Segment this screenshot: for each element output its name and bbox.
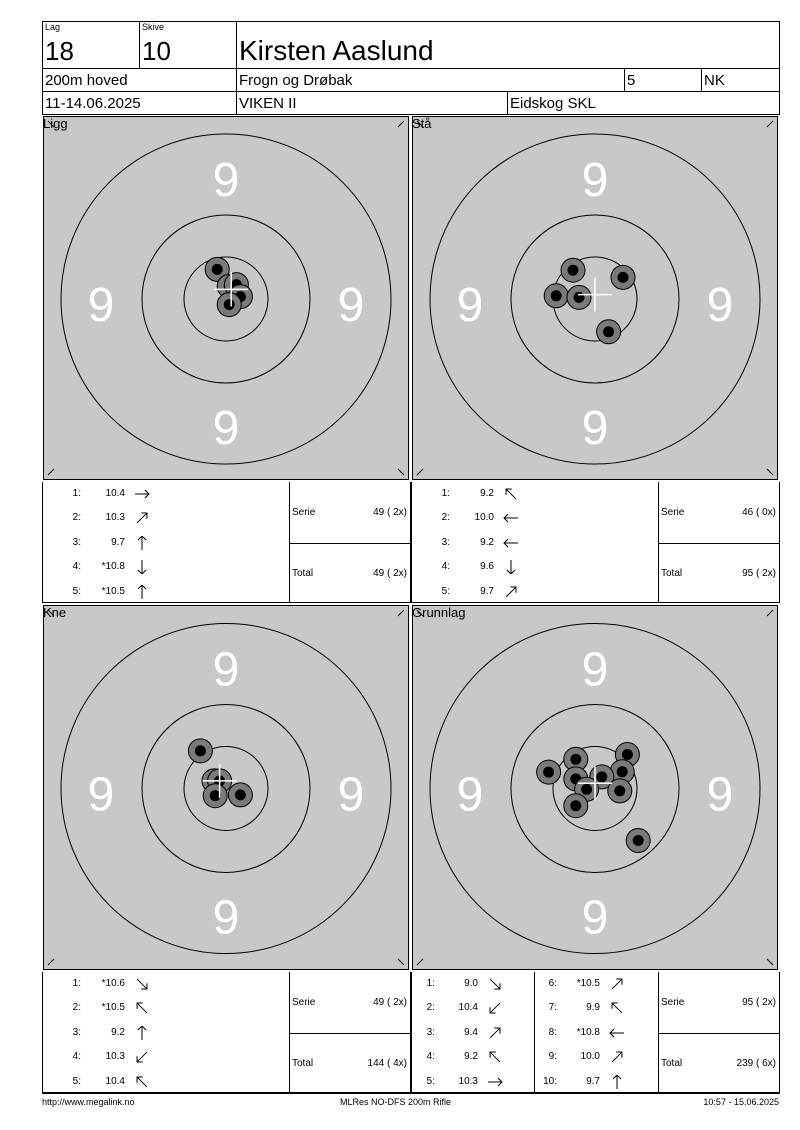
panel-title: Grunnlag (412, 605, 466, 620)
shot-number: 1: (426, 978, 435, 989)
shot-number: 4: (72, 1051, 81, 1063)
shot-hole (597, 320, 621, 344)
shot-number: 2: (426, 1002, 435, 1014)
ring-label: 9 (87, 279, 115, 332)
shot-row (534, 1027, 656, 1043)
direction-arrow-icon (133, 511, 151, 525)
shot-row (43, 1076, 290, 1092)
shot-number: 8: (548, 1026, 557, 1038)
direction-arrow-icon (133, 1050, 151, 1064)
shooter-name: Kirsten Aaslund (239, 35, 434, 66)
total-label: Total (661, 568, 683, 579)
shot-row (412, 1002, 534, 1018)
target-0 (42, 115, 410, 481)
total-value: 144 ( 4x) (367, 1058, 407, 1069)
direction-arrow-icon (608, 1026, 626, 1040)
serie-value: 49 ( 2x) (373, 997, 407, 1008)
stats-row-divider (289, 1033, 411, 1034)
direction-arrow-icon (502, 585, 520, 599)
shot-row (43, 978, 290, 994)
shot-number: 5: (426, 1075, 435, 1087)
ring-label: 9 (581, 154, 609, 207)
direction-arrow-icon (133, 1075, 151, 1089)
shot-number: 3: (72, 536, 81, 548)
shot-hole (188, 739, 212, 763)
shot-row (412, 586, 659, 602)
shot-number: 5: (441, 585, 450, 597)
direction-arrow-icon (486, 1075, 504, 1089)
shot-value: *10.8 (101, 561, 125, 573)
shot-row (412, 537, 659, 553)
ring-label: 9 (581, 402, 609, 455)
shot-value: 9.7 (480, 585, 494, 597)
shot-row (412, 512, 659, 528)
serie-label: Serie (661, 997, 685, 1008)
target-2 (42, 604, 410, 971)
shot-hole (611, 265, 635, 289)
shot-value: 10.4 (105, 1075, 125, 1087)
direction-arrow-icon (133, 536, 151, 550)
club: Frogn og Drøbak (239, 72, 353, 89)
shot-row (43, 1051, 290, 1067)
direction-arrow-icon (608, 1050, 626, 1064)
shot-value: 10.0 (474, 512, 494, 524)
direction-arrow-icon (133, 585, 151, 599)
total-value: 49 ( 2x) (373, 568, 407, 579)
shot-row (412, 978, 534, 994)
stats-row-divider (289, 543, 411, 544)
ring-label: 9 (337, 279, 365, 332)
shot-number: 2: (72, 512, 81, 524)
shot-hole (567, 285, 591, 309)
ring-label: 9 (456, 768, 484, 822)
shot-hole (626, 829, 650, 853)
shot-hole (608, 779, 632, 803)
shot-number: 1: (441, 488, 450, 499)
shot-row (534, 1002, 656, 1018)
direction-arrow-icon (608, 1075, 626, 1089)
shot-row (412, 1027, 534, 1043)
lag-value: 18 (45, 36, 74, 66)
shot-number: 4: (426, 1051, 435, 1063)
panel-title: Stå (412, 116, 432, 131)
direction-arrow-icon (133, 1026, 151, 1040)
shot-number: 5: (72, 585, 81, 597)
shot-row (534, 1051, 656, 1067)
ring-label: 9 (581, 891, 609, 945)
program: 200m hoved (45, 72, 128, 89)
shot-row (412, 1051, 534, 1067)
shot-hole (544, 284, 568, 308)
direction-arrow-icon (133, 560, 151, 574)
direction-arrow-icon (486, 1001, 504, 1015)
direction-arrow-icon (608, 1001, 626, 1015)
shot-value: 10.4 (105, 488, 125, 499)
shot-value: *10.5 (101, 1002, 125, 1014)
shot-row (43, 537, 290, 553)
direction-arrow-icon (133, 1001, 151, 1015)
ring-label: 9 (87, 768, 115, 822)
ring-label: 9 (212, 154, 240, 207)
shot-value: 9.4 (464, 1026, 478, 1038)
skive-label: Skive (142, 22, 165, 32)
shot-value: 10.3 (458, 1075, 478, 1087)
shot-value: 9.0 (464, 978, 478, 989)
shot-row (412, 1076, 534, 1092)
shot-hole (203, 784, 227, 808)
shot-number: 2: (441, 512, 450, 524)
shot-hole (561, 258, 585, 282)
ring-label: 9 (706, 768, 734, 822)
shot-number: 10: (543, 1075, 557, 1087)
shot-row (43, 488, 290, 504)
stats-row-divider (658, 543, 780, 544)
shot-value: *10.5 (101, 585, 125, 597)
shot-row (43, 561, 290, 577)
direction-arrow-icon (502, 536, 520, 550)
serie-label: Serie (292, 507, 316, 518)
shots-table (411, 972, 780, 1093)
direction-arrow-icon (133, 487, 151, 501)
shot-hole (228, 783, 252, 807)
direction-arrow-icon (502, 487, 520, 501)
shot-number: 6: (548, 978, 557, 989)
panel-title: Ligg (43, 116, 68, 131)
shot-value: 9.9 (586, 1002, 600, 1014)
shot-value: 9.2 (111, 1026, 125, 1038)
region: VIKEN II (239, 95, 297, 112)
shot-value: 10.3 (105, 512, 125, 524)
target-1 (411, 115, 779, 481)
shot-value: 10.4 (458, 1002, 478, 1014)
shot-number: 1: (72, 488, 81, 499)
direction-arrow-icon (133, 977, 151, 991)
shot-row (43, 1002, 290, 1018)
ring-label: 9 (212, 402, 240, 455)
target-3 (411, 604, 779, 971)
ring-label: 9 (456, 279, 484, 332)
total-value: 239 ( 6x) (736, 1058, 776, 1069)
stats-row-divider (658, 1033, 780, 1034)
serie-value: 95 ( 2x) (742, 997, 776, 1008)
direction-arrow-icon (486, 1026, 504, 1040)
ring-label: 9 (212, 891, 240, 945)
shot-number: 7: (548, 1002, 557, 1014)
shot-number: 3: (72, 1026, 81, 1038)
shots-table (42, 972, 411, 1093)
direction-arrow-icon (486, 977, 504, 991)
serie-value: 49 ( 2x) (373, 507, 407, 518)
shot-number: 4: (72, 561, 81, 573)
shot-row (43, 512, 290, 528)
total-value: 95 ( 2x) (742, 568, 776, 579)
class: 5 (627, 72, 636, 89)
shot-hole (537, 760, 561, 784)
shot-value: 9.2 (480, 536, 494, 548)
nation: NK (704, 72, 725, 89)
ring-label: 9 (706, 279, 734, 332)
shot-value: 10.3 (105, 1051, 125, 1063)
shot-number: 4: (441, 561, 450, 573)
footer-software: MLRes NO-DFS 200m Rifle (340, 1097, 452, 1107)
panel-title: Kne (43, 605, 67, 620)
shot-number: 3: (426, 1026, 435, 1038)
shot-value: 9.2 (480, 488, 494, 499)
shot-number: 9: (548, 1051, 557, 1063)
serie-label: Serie (292, 997, 316, 1008)
shot-row (412, 488, 659, 504)
shot-hole (217, 293, 241, 317)
shot-number: 3: (441, 536, 450, 548)
shot-hole (564, 794, 588, 818)
shot-number: 1: (72, 978, 81, 989)
shot-value: 9.7 (111, 536, 125, 548)
serie-value: 46 ( 0x) (742, 507, 776, 518)
direction-arrow-icon (502, 560, 520, 574)
direction-arrow-icon (608, 977, 626, 991)
shot-number: 2: (72, 1002, 81, 1014)
shots-table (411, 482, 780, 603)
shot-row (534, 1076, 656, 1092)
shot-value: *10.8 (576, 1026, 600, 1038)
skive-value: 10 (142, 36, 171, 66)
lag-label: Lag (45, 22, 61, 32)
shot-value: 9.2 (464, 1051, 478, 1063)
shot-value: 9.6 (480, 561, 494, 573)
footer-timestamp: 10:57 - 15.06.2025 (703, 1097, 779, 1107)
shot-row (43, 586, 290, 602)
venue: Eidskog SKL (510, 95, 596, 112)
shot-row (534, 978, 656, 994)
footer-url: http://www.megalink.no (42, 1097, 135, 1107)
total-label: Total (292, 568, 314, 579)
shot-value: *10.5 (576, 978, 600, 989)
direction-arrow-icon (502, 511, 520, 525)
serie-label: Serie (661, 507, 685, 518)
total-label: Total (292, 1058, 314, 1069)
ring-label: 9 (337, 768, 365, 822)
date: 11-14.06.2025 (45, 95, 141, 112)
ring-label: 9 (212, 643, 240, 697)
shots-table (42, 482, 411, 603)
shot-row (43, 1027, 290, 1043)
shot-number: 5: (72, 1075, 81, 1087)
direction-arrow-icon (486, 1050, 504, 1064)
shot-value: *10.6 (101, 978, 125, 989)
shot-row (412, 561, 659, 577)
ring-label: 9 (581, 643, 609, 697)
total-label: Total (661, 1058, 683, 1069)
shot-value: 9.7 (586, 1075, 600, 1087)
shot-value: 10.0 (580, 1051, 600, 1063)
